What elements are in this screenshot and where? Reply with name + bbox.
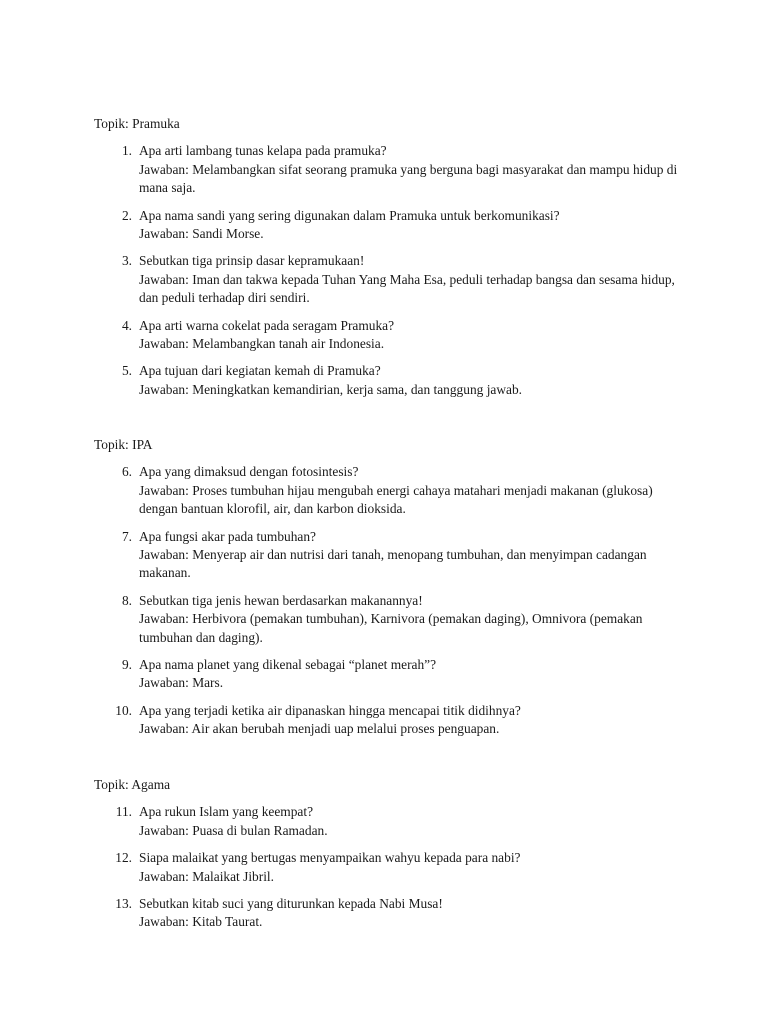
- list-item: [94, 528, 694, 583]
- question-text: Apa tujuan dari kegiatan kemah di Pramuka?: [139, 363, 381, 379]
- answer-line: [139, 610, 694, 647]
- list-item: [94, 142, 694, 197]
- answer-line: [139, 868, 694, 886]
- answer-line: [139, 271, 694, 308]
- list-item: [94, 803, 694, 840]
- section-ipa: [94, 436, 694, 748]
- answer-prefix: Jawaban:: [139, 675, 189, 691]
- question-number: 6.: [121, 464, 132, 480]
- answer-line: [139, 822, 694, 840]
- answer-prefix: Jawaban:: [139, 482, 189, 498]
- answer-prefix: Jawaban:: [139, 381, 189, 397]
- answer-text: Meningkatkan kemandirian, kerja sama, dan tanggung jawab.: [192, 381, 523, 397]
- question-number: 3.: [121, 253, 132, 269]
- question-text: Sebutkan tiga jenis hewan berdasarkan makanannya!: [139, 592, 423, 608]
- topic-heading: Topik: Agama: [94, 777, 171, 792]
- question-number: 11.: [115, 804, 132, 820]
- answer-text: Air akan berubah menjadi uap melalui proses penguapan.: [191, 721, 500, 737]
- answer-text: Iman dan takwa kepada Tuhan Yang Maha Esa, peduli terhadap bangsa dan sesama hidup, dan peduli terhadap diri sendiri.: [139, 271, 675, 306]
- question-list: [94, 463, 694, 738]
- answer-text: Malaikat Jibril.: [192, 868, 275, 884]
- question-text: Sebutkan tiga prinsip dasar kepramukaan!: [139, 253, 365, 269]
- question-text: Apa yang terjadi ketika air dipanaskan hingga mencapai titik didihnya?: [139, 702, 521, 718]
- list-item: [94, 207, 694, 244]
- answer-prefix: Jawaban:: [139, 822, 189, 838]
- answer-prefix: Jawaban:: [139, 721, 189, 737]
- answer-text: Proses tumbuhan hijau mengubah energi cahaya matahari menjadi makanan (glukosa) dengan bantuan klorofil, air, dan karbon dioksida.: [139, 482, 653, 517]
- answer-prefix: Jawaban:: [139, 226, 189, 242]
- answer-text: Kitab Taurat.: [192, 914, 263, 930]
- question-text: Apa yang dimaksud dengan fotosintesis?: [139, 464, 359, 480]
- answer-line: [139, 482, 694, 519]
- answer-line: [139, 913, 694, 931]
- question-list: [94, 142, 694, 399]
- list-item: [94, 895, 694, 932]
- list-item: [94, 849, 694, 886]
- answer-prefix: Jawaban:: [139, 914, 189, 930]
- answer-text: Menyerap air dan nutrisi dari tanah, menopang tumbuhan, dan menyimpan cadangan makanan.: [139, 547, 647, 581]
- answer-line: [139, 225, 694, 243]
- question-text: Sebutkan kitab suci yang diturunkan kepada Nabi Musa!: [139, 896, 443, 912]
- question-list: [94, 803, 694, 931]
- list-item: [94, 463, 694, 518]
- answer-line: [139, 546, 694, 583]
- question-text: Apa arti lambang tunas kelapa pada pramuka?: [139, 143, 387, 159]
- list-item: [94, 362, 694, 399]
- question-text: Apa fungsi akar pada tumbuhan?: [139, 528, 316, 544]
- answer-text: Puasa di bulan Ramadan.: [192, 822, 328, 838]
- section-agama: [94, 776, 694, 941]
- question-number: 1.: [121, 143, 132, 159]
- answer-text: Mars.: [192, 675, 224, 691]
- answer-prefix: Jawaban:: [139, 611, 189, 627]
- question-number: 13.: [115, 896, 132, 912]
- question-number: 9.: [121, 657, 132, 673]
- list-item: [94, 702, 694, 739]
- question-text: Siapa malaikat yang bertugas menyampaikan wahyu kepada para nabi?: [139, 850, 521, 866]
- answer-text: Melambangkan tanah air Indonesia.: [192, 336, 385, 352]
- list-item: [94, 656, 694, 693]
- topic-heading: Topik: IPA: [94, 437, 153, 452]
- answer-text: Melambangkan sifat seorang pramuka yang berguna bagi masyarakat dan mampu hidup di mana saja.: [139, 161, 678, 196]
- answer-text: Sandi Morse.: [192, 226, 264, 242]
- question-text: Apa arti warna cokelat pada seragam Pramuka?: [139, 317, 395, 333]
- question-number: 2.: [121, 207, 132, 223]
- list-item: [94, 252, 694, 307]
- answer-prefix: Jawaban:: [139, 547, 189, 563]
- answer-prefix: Jawaban:: [139, 271, 189, 287]
- question-number: 8.: [121, 592, 132, 608]
- question-number: 5.: [121, 363, 132, 379]
- answer-prefix: Jawaban:: [139, 161, 189, 177]
- topic-heading: Topik: Pramuka: [94, 116, 180, 131]
- question-text: Apa nama planet yang dikenal sebagai “planet merah”?: [139, 657, 437, 673]
- question-number: 4.: [121, 317, 132, 333]
- answer-text: Herbivora (pemakan tumbuhan), Karnivora (pemakan daging), Omnivora (pemakan tumbuhan dan daging).: [139, 611, 643, 645]
- question-text: Apa rukun Islam yang keempat?: [139, 804, 314, 820]
- question-number: 12.: [115, 850, 132, 866]
- list-item: [94, 592, 694, 647]
- answer-prefix: Jawaban:: [139, 868, 189, 884]
- question-text: Apa nama sandi yang sering digunakan dalam Pramuka untuk berkomunikasi?: [139, 207, 560, 223]
- list-item: [94, 317, 694, 354]
- question-number: 10.: [115, 702, 132, 718]
- section-pramuka: [94, 115, 694, 408]
- answer-line: [139, 381, 694, 399]
- question-number: 7.: [121, 528, 132, 544]
- answer-line: [139, 161, 694, 198]
- answer-prefix: Jawaban:: [139, 336, 189, 352]
- answer-line: [139, 335, 694, 353]
- answer-line: [139, 720, 694, 738]
- answer-line: [139, 674, 694, 692]
